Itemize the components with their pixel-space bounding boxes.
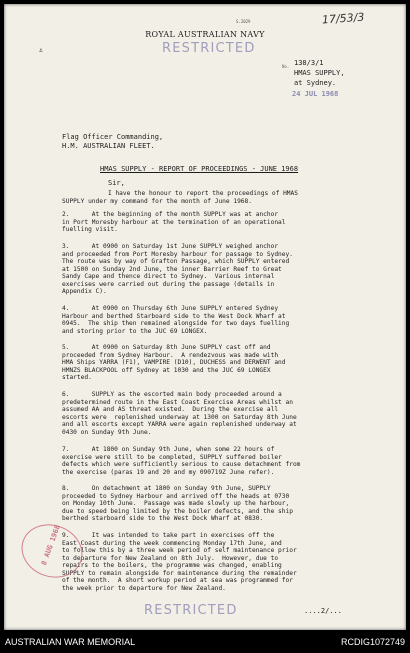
paragraph-line: HMNZS BLACKPOOL off Sydney at 1030 and the JUC 69 LONGEX: [62, 366, 271, 374]
paragraph-line: Appendix C).: [62, 288, 107, 296]
file-reference: 17/53/3: [321, 10, 365, 27]
page-continuation: ....2/...: [304, 607, 342, 615]
paragraph-line: Sandy Cape and thence direct to Sydney. Various internal: [62, 273, 275, 281]
paragraph-line: berthed starboard side to the West Dock Wharf at 0830.: [62, 515, 264, 523]
paragraph-line: and all escorts except YARRA were again replenished underway at: [62, 421, 297, 429]
paragraph-1: [62, 190, 368, 205]
paragraph-line: escorts were replenished underway at 1300 on Saturday 8th June: [62, 413, 297, 421]
paragraph-line: on Monday 10th June. Passage was made slowly up the harbour,: [62, 500, 290, 508]
paragraph-line: 0945. The ship then remained alongside for two days fuelling: [62, 320, 290, 328]
sender-location: at Sydney.: [294, 79, 337, 87]
paragraph-line: SUPPLY to remain alongside for maintenance during the remainder: [62, 569, 297, 577]
paragraph-line: the week prior to departure for New Zealand.: [62, 584, 226, 592]
paragraph-line: The route was by way of Grafton Passage, which SUPPLY entered: [62, 258, 290, 266]
paragraph-line: assumed AA and AS threat existed. During the exercise all: [62, 406, 279, 414]
restricted-stamp-top: RESTRICTED: [162, 41, 256, 56]
paragraph-line: proceeded from Sydney Harbour. A rendezvous was made with: [62, 351, 279, 359]
paragraph-4: [62, 305, 372, 335]
paragraph-line: East Coast during the week commencing Monday 17th June, and: [62, 539, 282, 547]
paragraph-line: 3. At 0900 on Saturday 1st June SUPPLY weighed anchor: [62, 243, 279, 250]
paragraph-line: defects which were sufficiently serious to cause detachment from: [62, 461, 301, 469]
paragraph-line: at 1500 on Sunday 2nd June, the inner Barrier Reef to Great: [62, 265, 282, 273]
sender-ship: HMAS SUPPLY,: [294, 69, 345, 77]
paragraph-line: predetermined route in the East Coast Exercise Areas whilst an: [62, 398, 293, 406]
addressee-line-1: Flag Officer Commanding,: [62, 133, 164, 141]
paragraph-line: and proceeded from Port Moresby harbour for passage to Sydney.: [62, 250, 293, 258]
paragraph-line: 5. At 0900 on Saturday 8th June SUPPLY cast off and: [62, 344, 271, 351]
paragraph-line: started.: [62, 374, 92, 382]
paragraph-line: 9. It was intended to take part in exercises off the: [62, 532, 275, 539]
paragraph-line: 4. At 0900 on Thursday 6th June SUPPLY entered Sydney: [62, 305, 279, 312]
date-stamp: 24 JUL 1968: [292, 90, 339, 98]
paragraph-3: [62, 243, 372, 296]
received-stamp-date: 8 AUG 1968: [39, 524, 62, 567]
paragraph-line: of the month. A short workup period at sea was programmed for: [62, 577, 293, 585]
form-number: S.2029: [236, 19, 251, 24]
paragraph-line: 8. On detachment at 1800 on Sunday 9th June, SUPPLY: [62, 485, 271, 492]
paragraph-line: the exercise (paras 19 and 20 and my 090719Z June refer).: [62, 468, 275, 476]
paragraph-line: exercises were carried out during the passage (details in: [62, 280, 275, 288]
paragraph-line: fuelling visit.: [62, 226, 118, 234]
paragraph-line: 2. At the beginning of the month SUPPLY was at anchor: [62, 211, 279, 218]
archive-name: AUSTRALIAN WAR MEMORIAL: [5, 637, 136, 647]
salutation: Sir,: [108, 179, 125, 187]
paragraph-8: [62, 485, 372, 523]
paragraph-line: to departure for New Zealand on 8th July. However, due to: [62, 554, 279, 562]
navy-crest-icon: ⚓: [39, 47, 43, 54]
paragraph-5: [62, 344, 372, 382]
paragraph-line: and storing prior to the JUC 69 LONGEX.: [62, 327, 208, 335]
archive-footer: [0, 633, 410, 653]
reference-number-label: No.: [282, 64, 290, 69]
paragraph-line: repairs to the boilers, the programme was changed, enabling: [62, 562, 282, 570]
paragraph-line: 6. SUPPLY as the escorted main body proceeded around a: [62, 391, 282, 398]
paragraph-line: exercise were still to be completed, SUPPLY suffered boiler: [62, 453, 282, 461]
restricted-stamp-bottom: RESTRICTED: [144, 603, 238, 618]
paragraph-line: Harbour and berthed Starboard side to the West Dock Wharf at: [62, 312, 286, 320]
paragraph-line: due to speed being limited by the boiler defects, and the ship: [62, 507, 293, 515]
reference-number: 138/3/1: [294, 59, 324, 67]
addressee-line-2: H.M. AUSTRALIAN FLEET.: [62, 142, 155, 150]
archive-record-id: RCDIG1072749: [340, 637, 405, 647]
paragraph-line: in Port Moresby harbour at the termination of an operational: [62, 218, 286, 226]
paragraph-line: 0430 on Sunday 9th June.: [62, 428, 152, 436]
document-page: [4, 4, 406, 630]
paragraph-6: [62, 391, 372, 436]
paragraph-line: I have the honour to report the proceedings of HMAS: [108, 190, 298, 197]
paragraph-line: 7. At 1800 on Sunday 9th June, when some 22 hours of: [62, 446, 275, 453]
paragraph-7: [62, 446, 372, 476]
paragraph-9: [62, 532, 372, 592]
paragraph-2: [62, 211, 372, 234]
organisation-heading: ROYAL AUSTRALIAN NAVY: [145, 30, 265, 39]
paragraph-line: HMA Ships YARRA (F1), VAMPIRE (D10), DUCHESS and DERWENT and: [62, 359, 286, 367]
paragraph-line: to follow this by a three week period of self maintenance prior: [62, 547, 297, 555]
paragraph-line: proceeded to Sydney Harbour and arrived off the heads at 0730: [62, 492, 290, 500]
paragraph-line: SUPPLY under my command for the month of June 1968.: [62, 197, 252, 205]
report-heading: HMAS SUPPLY - REPORT OF PROCEEDINGS - JUNE 1968: [100, 165, 299, 173]
